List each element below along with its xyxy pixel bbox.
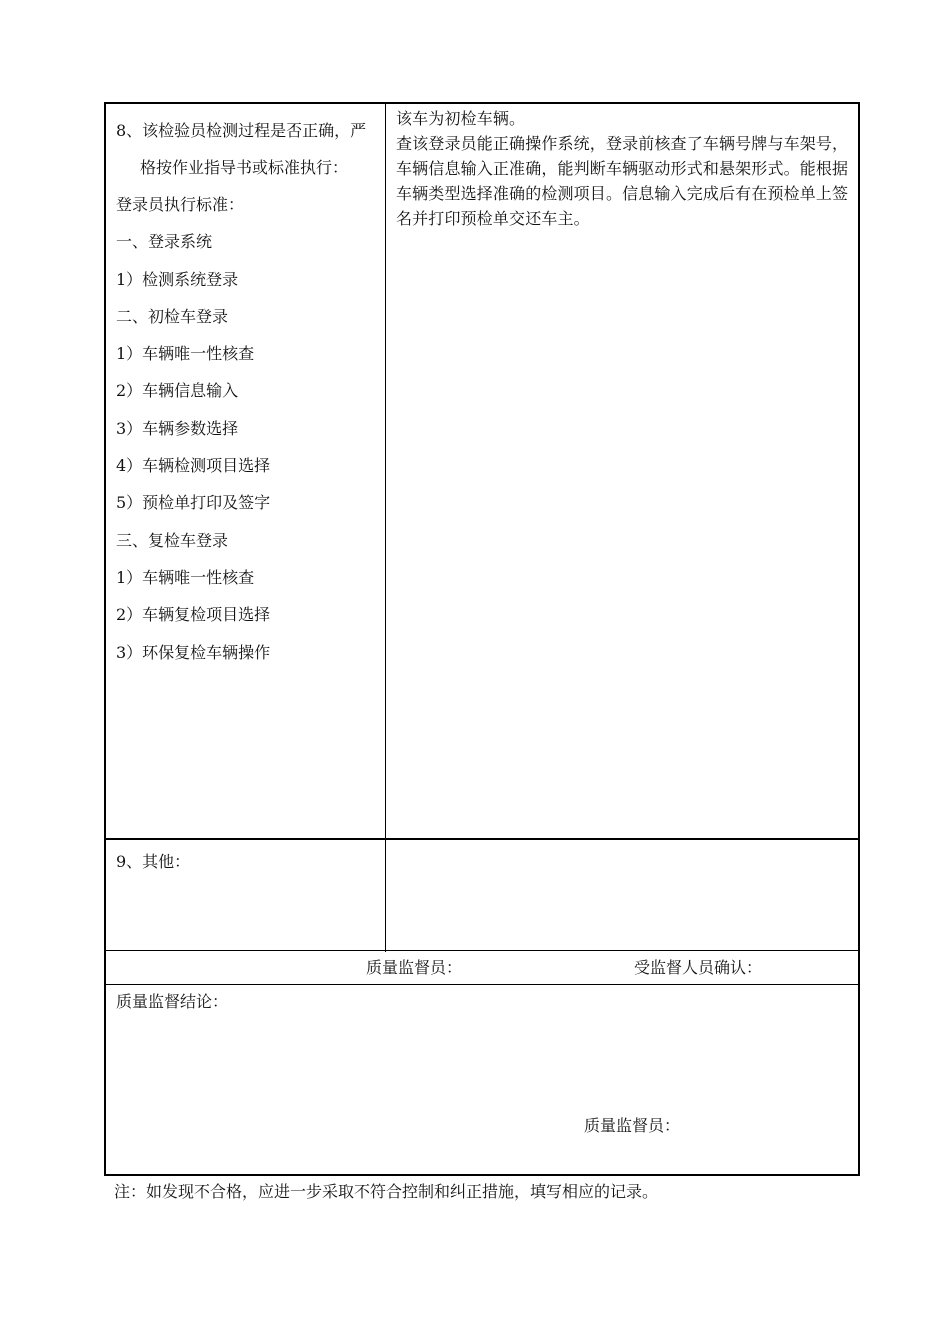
q8-question-line2: 格按作业指导书或标准执行：: [140, 158, 349, 177]
quality-supervisor-label: 质量监督员：: [366, 958, 463, 977]
form-table: [104, 102, 860, 1176]
standard-item: 二、初检车登录: [116, 306, 229, 326]
q9-label: 9、其他：: [116, 852, 191, 871]
answer-body: 查该登录员能正确操作系统，登录前核查了车辆号牌与车架号，车辆信息输入正准确，能判断车辆驱动形式和悬架形式。能根据车辆类型选择准确的检测项目。信息输入完成后有在预检单上签名并打印预检单交还车主。: [396, 134, 849, 228]
row-divider-8-9: [106, 838, 858, 840]
standard-title: 登录员执行标准：: [116, 195, 245, 214]
row-divider-sign-conclusion: [106, 984, 858, 985]
standard-item: 一、登录系统: [116, 232, 213, 252]
standard-item: 3）环保复检车辆操作: [116, 642, 271, 662]
standard-item: 4）车辆检测项目选择: [116, 456, 271, 476]
conclusion-label: 质量监督结论：: [116, 992, 229, 1011]
q8-left-cell: [116, 112, 386, 671]
standard-item: 1）检测系统登录: [116, 269, 239, 289]
answer-first-line: 该车为初检车辆。: [396, 109, 526, 128]
footnote: 注：如发现不合格，应进一步采取不符合控制和纠正措施，填写相应的记录。: [114, 1182, 659, 1201]
standard-item: 1）车辆唯一性核查: [116, 567, 255, 587]
row-divider-9-sign: [106, 950, 858, 951]
standard-item: 1）车辆唯一性核查: [116, 344, 255, 364]
standard-item: 三、复检车登录: [116, 530, 229, 550]
supervised-confirm-label: 受监督人员确认：: [634, 958, 763, 977]
conclusion-signer-label: 质量监督员：: [584, 1116, 681, 1135]
q8-answer-cell: [396, 106, 856, 231]
standard-item: 2）车辆信息输入: [116, 381, 239, 401]
q8-question-line1: 8、该检验员检测过程是否正确，严: [116, 121, 367, 140]
standard-item: 2）车辆复检项目选择: [116, 605, 271, 625]
standard-item: 3）车辆参数选择: [116, 418, 239, 438]
standard-item: 5）预检单打印及签字: [116, 493, 271, 513]
